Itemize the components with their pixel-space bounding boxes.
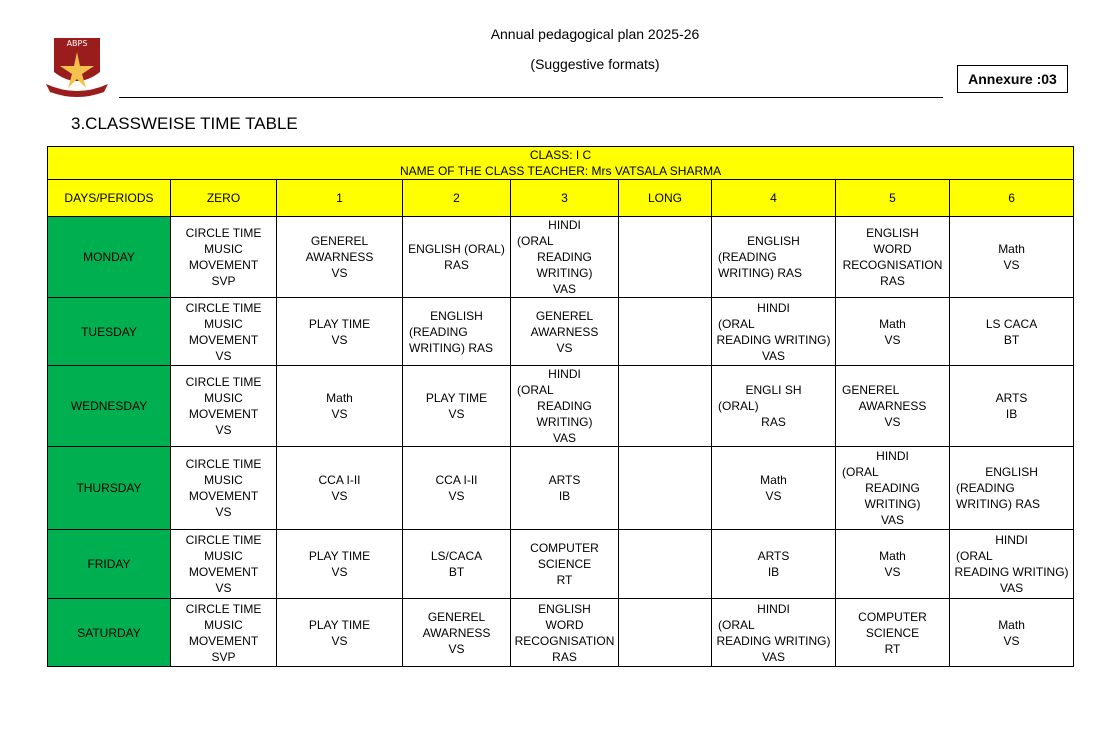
cell-text: VS (884, 415, 901, 429)
period-cell (712, 217, 836, 298)
cell-text: VS (331, 332, 348, 347)
period-cell (712, 298, 836, 366)
cell-text: ENGLISH (ORAL) (408, 242, 505, 256)
cell-text: ENGLISH (538, 601, 591, 616)
cell-text: READING (865, 481, 920, 495)
cell-text: COMPUTER (530, 541, 599, 555)
cell-text: MUSIC (204, 242, 243, 256)
table-row (48, 217, 1074, 298)
cell-text: VS (765, 489, 782, 503)
cell-text: PLAY TIME (308, 316, 371, 331)
cell-text: (READING (956, 481, 1015, 495)
period-cell (712, 599, 836, 667)
period-cell (950, 217, 1074, 298)
cell-text: MUSIC (204, 549, 243, 563)
header-rule (119, 97, 943, 98)
period-cell (171, 447, 277, 530)
column-header: 6 (950, 180, 1074, 217)
cell-text: MUSIC (204, 473, 243, 487)
cell-text: AWARNESS (530, 324, 599, 339)
cell-text: ARTS (548, 473, 581, 487)
cell-text: VAS (999, 581, 1024, 595)
column-header: LONG (619, 180, 712, 217)
table-row (48, 447, 1074, 530)
cell-text: ENGLI SH (745, 383, 802, 397)
period-cell (619, 447, 712, 530)
cell-text: PLAY TIME (308, 617, 371, 632)
period-cell (171, 298, 277, 366)
day-cell: TUESDAY (48, 298, 171, 366)
cell-text: MUSIC (204, 617, 243, 632)
cell-text: LS CACA (985, 316, 1038, 331)
cell-text: WORD (545, 617, 584, 632)
cell-text: VS (215, 348, 232, 363)
period-cell (403, 298, 511, 366)
cell-text: VS (331, 266, 348, 280)
cell-text: RAS (444, 258, 469, 272)
cell-text: RAS (552, 649, 577, 664)
day-cell: THURSDAY (48, 447, 171, 530)
period-cell (836, 298, 950, 366)
period-cell (836, 217, 950, 298)
cell-text: GENEREL (842, 383, 900, 397)
period-cell (619, 599, 712, 667)
period-cell (403, 217, 511, 298)
cell-text: Math (998, 617, 1025, 632)
column-header: ZERO (171, 180, 277, 217)
period-cell (950, 298, 1074, 366)
cell-text: VS (215, 423, 232, 437)
period-cell (403, 530, 511, 599)
cell-text: ARTS (995, 391, 1028, 405)
day-cell: MONDAY (48, 217, 171, 298)
cell-text: HINDI (548, 367, 581, 381)
section-title: 3.CLASSWEISE TIME TABLE (71, 114, 298, 133)
cell-text: ARTS (757, 549, 790, 563)
cell-text: PLAY TIME (308, 549, 371, 563)
column-header: 5 (836, 180, 950, 217)
page-title: Annual pedagogical plan 2025-26 (490, 26, 700, 42)
cell-text: ENGLISH (866, 226, 919, 240)
cell-text: VS (1003, 258, 1020, 272)
period-cell (712, 447, 836, 530)
period-cell (511, 217, 619, 298)
cell-text: MOVEMENT (188, 565, 259, 579)
cell-text: VAS (761, 348, 786, 363)
cell-text: READING WRITING) (716, 633, 831, 648)
period-cell (511, 599, 619, 667)
cell-text: WRITING) RAS (409, 340, 493, 355)
cell-text: VAS (552, 431, 577, 445)
cell-text: GENEREL (427, 609, 486, 624)
cell-text: VS (331, 407, 348, 421)
period-cell (277, 599, 403, 667)
cell-text: SCIENCE (537, 557, 592, 571)
column-header: 2 (403, 180, 511, 217)
cell-text: AWARNESS (858, 399, 927, 413)
cell-text: HINDI (995, 533, 1028, 547)
period-cell (277, 366, 403, 447)
column-header: DAYS/PERIODS (48, 180, 171, 217)
cell-text: WRITING) RAS (956, 497, 1040, 511)
cell-text: (ORAL (517, 234, 554, 248)
day-cell: WEDNESDAY (48, 366, 171, 447)
timetable (47, 146, 1074, 667)
period-cell (277, 217, 403, 298)
table-row (48, 530, 1074, 599)
cell-text: RAS (880, 274, 905, 288)
cell-text: VAS (880, 513, 905, 527)
cell-text: (ORAL (718, 316, 755, 331)
period-cell (836, 530, 950, 599)
cell-text: WRITING) (864, 497, 921, 511)
cell-text: RT (884, 641, 901, 656)
table-row (48, 366, 1074, 447)
cell-text: CIRCLE TIME (185, 601, 262, 616)
period-cell (619, 217, 712, 298)
cell-text: CIRCLE TIME (185, 457, 262, 471)
cell-text: HINDI (876, 449, 909, 463)
cell-text: Math (879, 549, 906, 563)
class-info (48, 147, 1074, 180)
period-cell (511, 530, 619, 599)
cell-text: AWARNESS (422, 625, 491, 640)
cell-text: VS (215, 581, 232, 595)
period-cell (836, 447, 950, 530)
period-cell (619, 366, 712, 447)
cell-text: CIRCLE TIME (185, 533, 262, 547)
cell-text: READING WRITING) (716, 332, 831, 347)
period-cell (171, 530, 277, 599)
cell-text: RECOGNISATION (842, 258, 943, 272)
period-cell (950, 599, 1074, 667)
cell-text: CIRCLE TIME (185, 226, 262, 240)
cell-text: MUSIC (204, 316, 243, 331)
cell-text: RECOGNISATION (514, 633, 615, 648)
cell-text: (ORAL (956, 549, 993, 563)
cell-text: VS (215, 505, 232, 519)
cell-text: VS (448, 489, 465, 503)
cell-text: IB (1005, 407, 1018, 421)
class-teacher: NAME OF THE CLASS TEACHER: Mrs VATSALA SHARMA (399, 164, 722, 178)
cell-text: ENGLISH (747, 234, 800, 248)
period-cell (277, 447, 403, 530)
cell-text: READING (537, 399, 592, 413)
cell-text: CCA I-II (435, 473, 478, 487)
cell-text: Math (326, 391, 353, 405)
cell-text: PLAY TIME (425, 391, 488, 405)
cell-text: Math (998, 242, 1025, 256)
period-cell (171, 217, 277, 298)
period-cell (619, 298, 712, 366)
cell-text: AWARNESS (305, 250, 374, 264)
table-row (48, 298, 1074, 366)
cell-text: ENGLISH (430, 308, 483, 323)
cell-text: RAS (761, 415, 786, 429)
annexure-badge: Annexure :03 (957, 65, 1068, 93)
cell-text: IB (558, 489, 571, 503)
cell-text: MUSIC (204, 391, 243, 405)
cell-text: VAS (761, 649, 786, 664)
period-cell (712, 530, 836, 599)
cell-text: (READING (409, 324, 468, 339)
cell-text: MOVEMENT (188, 407, 259, 421)
period-cell (511, 447, 619, 530)
cell-text: WRITING) (536, 415, 593, 429)
period-cell (277, 530, 403, 599)
period-cell (403, 447, 511, 530)
cell-text: HINDI (757, 601, 790, 616)
cell-text: Math (760, 473, 787, 487)
cell-text: VS (1003, 633, 1020, 648)
cell-text: MOVEMENT (188, 332, 259, 347)
cell-text: (ORAL (842, 465, 879, 479)
cell-text: SCIENCE (865, 625, 920, 640)
cell-text: VS (331, 633, 348, 648)
period-cell (511, 298, 619, 366)
period-cell (836, 366, 950, 447)
cell-text: ENGLISH (985, 465, 1038, 479)
period-cell (836, 599, 950, 667)
cell-text: CCA I-II (318, 473, 361, 487)
class-name: CLASS: I C (529, 148, 592, 162)
cell-text: MOVEMENT (188, 489, 259, 503)
cell-text: CIRCLE TIME (185, 375, 262, 389)
cell-text: (ORAL (718, 617, 755, 632)
cell-text: CIRCLE TIME (185, 300, 262, 315)
cell-text: VS (884, 565, 901, 579)
period-cell (950, 447, 1074, 530)
cell-text: BT (448, 565, 465, 579)
cell-text: IB (767, 565, 780, 579)
period-cell (171, 599, 277, 667)
cell-text: HINDI (548, 218, 581, 232)
column-header: 4 (712, 180, 836, 217)
column-header: 3 (511, 180, 619, 217)
cell-text: SVP (211, 649, 236, 664)
cell-text: (ORAL) (718, 399, 759, 413)
cell-text: VS (331, 565, 348, 579)
table-row (48, 599, 1074, 667)
cell-text: GENEREL (535, 308, 594, 323)
cell-text: VS (556, 340, 573, 355)
period-cell (619, 530, 712, 599)
period-cell (511, 366, 619, 447)
cell-text: GENEREL (310, 234, 369, 248)
cell-text: VS (448, 641, 465, 656)
day-cell: FRIDAY (48, 530, 171, 599)
period-cell (277, 298, 403, 366)
period-cell (403, 599, 511, 667)
cell-text: Math (879, 316, 906, 331)
period-cell (403, 366, 511, 447)
cell-text: WRITING) RAS (718, 266, 802, 280)
page-subtitle: (Suggestive formats) (530, 56, 660, 72)
cell-text: READING WRITING) (954, 565, 1069, 579)
period-cell (950, 366, 1074, 447)
cell-text: COMPUTER (858, 609, 927, 624)
cell-text: READING (537, 250, 592, 264)
cell-text: WORD (873, 242, 912, 256)
cell-text: MOVEMENT (188, 633, 259, 648)
period-cell (171, 366, 277, 447)
cell-text: SVP (211, 274, 236, 288)
cell-text: VS (448, 407, 465, 421)
svg-text:ABPS: ABPS (66, 39, 88, 48)
cell-text: HINDI (757, 300, 790, 315)
cell-text: (ORAL (517, 383, 554, 397)
cell-text: LS/CACA (430, 549, 483, 563)
cell-text: (READING (718, 250, 777, 264)
period-cell (712, 366, 836, 447)
column-header: 1 (277, 180, 403, 217)
cell-text: VS (331, 489, 348, 503)
cell-text: RT (556, 573, 573, 587)
day-cell: SATURDAY (48, 599, 171, 667)
cell-text: BT (1003, 332, 1020, 347)
cell-text: MOVEMENT (188, 258, 259, 272)
period-cell (950, 530, 1074, 599)
cell-text: WRITING) (536, 266, 593, 280)
cell-text: VS (884, 332, 901, 347)
cell-text: VAS (552, 282, 577, 296)
